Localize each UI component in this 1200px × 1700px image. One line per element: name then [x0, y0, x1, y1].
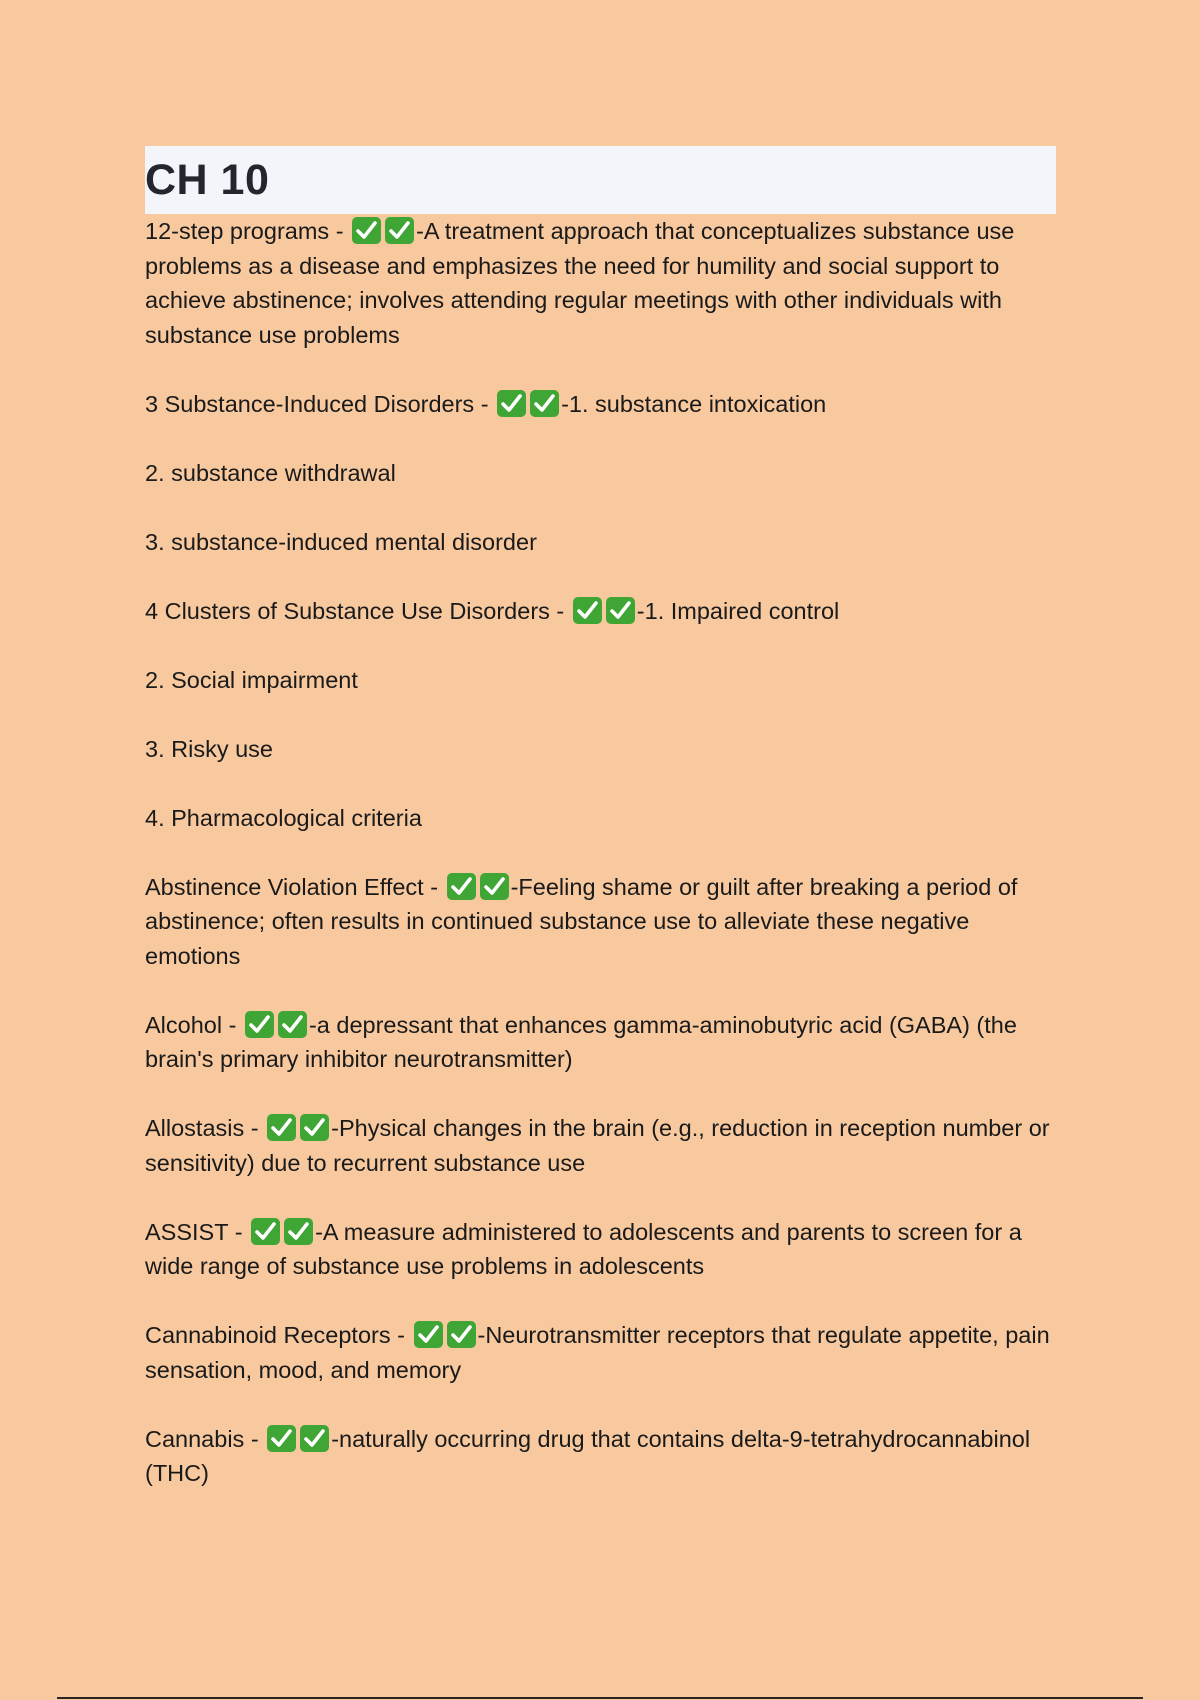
flashcard-list — [145, 214, 1056, 1491]
entry-separator: - — [244, 1425, 266, 1452]
entry-separator: - — [244, 1115, 266, 1141]
entry-separator: - — [423, 873, 445, 900]
check-mark-icon — [283, 1217, 314, 1246]
entry-term: 12-step programs — [145, 218, 330, 244]
check-mark-icon — [299, 1113, 330, 1142]
entry-separator: - — [329, 218, 351, 244]
list-item — [145, 1318, 1056, 1387]
check-mark-icon — [244, 1010, 275, 1039]
page-title: CH 10 — [145, 155, 270, 204]
list-item — [145, 214, 1056, 352]
check-mark-icon — [605, 596, 636, 625]
entry-term: Abstinence Violation Effect — [145, 873, 424, 900]
entry-term: Alcohol — [145, 1011, 223, 1038]
entry-definition: -Neurotransmitter receptors that regulate appetite, pain sensation, mood, and memory — [145, 1322, 1050, 1383]
list-item — [145, 732, 1056, 767]
title-bar — [145, 146, 1056, 214]
check-mark-icon — [384, 216, 415, 245]
list-item — [145, 594, 1056, 629]
list-item — [145, 387, 1056, 422]
entry-separator: - — [222, 1011, 243, 1038]
check-mark-icon — [299, 1424, 330, 1453]
list-item — [145, 801, 1056, 836]
entry-separator: - — [390, 1322, 412, 1348]
list-item-text: 4. Pharmacological criteria — [145, 804, 422, 831]
list-item — [145, 456, 1056, 491]
entry-term: Allostasis — [145, 1115, 245, 1141]
list-item — [145, 1008, 1056, 1077]
entry-separator: - — [549, 597, 571, 624]
list-item-text: 2. Social impairment — [145, 666, 358, 693]
entry-definition: -A measure administered to adolescents and parents to screen for a wide range of substance use problems in adolescents — [145, 1218, 1022, 1279]
list-item — [145, 870, 1056, 974]
check-mark-icon — [529, 389, 560, 418]
document-page — [145, 146, 1056, 1491]
check-mark-icon — [479, 872, 510, 901]
check-mark-icon — [446, 872, 477, 901]
list-item — [145, 1111, 1056, 1180]
entry-definition: -1. Impaired control — [636, 597, 840, 624]
list-item-text: 3. substance-induced mental disorder — [145, 528, 537, 555]
entry-definition: -A treatment approach that conceptualizes substance use problems as a disease and emphasizes the need for humility and social support to achieve abstinence; involves attending regular meetings with other individuals with substance use problems — [145, 218, 1015, 348]
check-mark-icon — [446, 1320, 477, 1349]
list-item — [145, 1215, 1056, 1284]
list-item — [145, 525, 1056, 560]
entry-definition: -a depressant that enhances gamma-aminobutyric acid (GABA) (the brain's primary inhibitor neurotransmitter) — [145, 1011, 1017, 1072]
entry-definition: -Physical changes in the brain (e.g., reduction in reception number or sensitivity) due to recurrent substance use — [145, 1115, 1050, 1176]
entry-definition: -Feeling shame or guilt after breaking a period of abstinence; often results in continued substance use to alleviate these negative emotions — [145, 873, 1018, 969]
check-mark-icon — [266, 1424, 297, 1453]
list-item — [145, 663, 1056, 698]
bottom-divider — [57, 1697, 1143, 1699]
entry-separator: - — [228, 1218, 250, 1245]
check-mark-icon — [351, 216, 382, 245]
entry-separator: - — [474, 390, 496, 417]
list-item-text: 3. Risky use — [145, 735, 273, 762]
entry-term: ASSIST — [145, 1218, 229, 1245]
check-mark-icon — [250, 1217, 281, 1246]
check-mark-icon — [496, 389, 527, 418]
entry-term: 4 Clusters of Substance Use Disorders — [145, 597, 550, 624]
entry-term: Cannabis — [145, 1425, 245, 1452]
entry-term: 3 Substance-Induced Disorders — [145, 390, 475, 417]
entry-definition: -naturally occurring drug that contains delta-9-tetrahydrocannabinol (THC) — [145, 1425, 1031, 1486]
entry-term: Cannabinoid Receptors — [145, 1322, 391, 1348]
list-item-text: 2. substance withdrawal — [145, 459, 396, 486]
entry-definition: -1. substance intoxication — [561, 390, 827, 417]
check-mark-icon — [413, 1320, 444, 1349]
list-item — [145, 1422, 1056, 1491]
check-mark-icon — [266, 1113, 297, 1142]
check-mark-icon — [572, 596, 603, 625]
check-mark-icon — [277, 1010, 308, 1039]
